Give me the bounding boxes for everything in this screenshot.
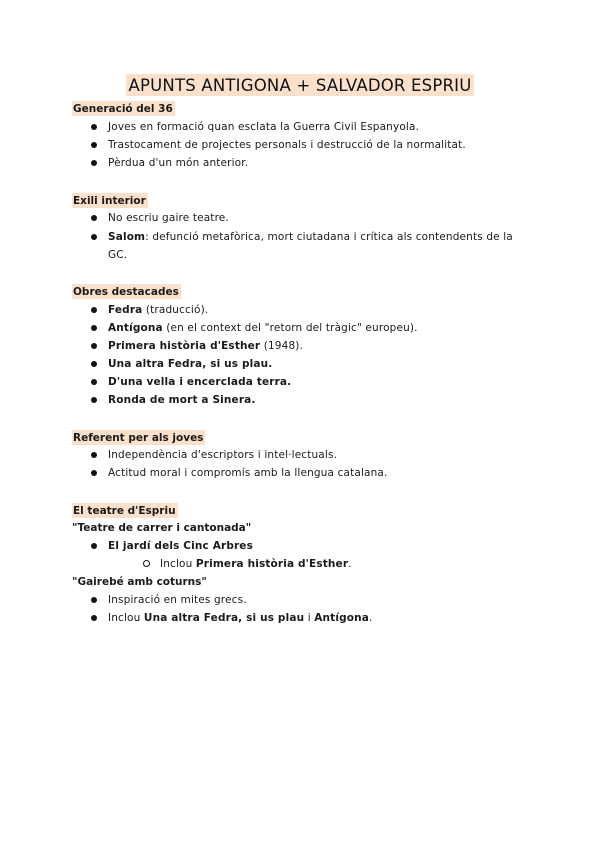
bullet-icon (91, 325, 97, 331)
bullet-icon (91, 124, 97, 130)
subsection-heading: "Gairebé amb coturns" (72, 576, 207, 588)
list-item (108, 355, 528, 373)
list-item (108, 391, 528, 409)
emphasis: Salom (108, 231, 146, 243)
list-item: Inspiració en mites grecs. (108, 594, 247, 606)
document-title: APUNTS ANTIGONA + SALVADOR ESPRIU (126, 74, 475, 96)
title-wrapper (0, 74, 600, 96)
item-text: i (304, 612, 315, 624)
section-heading-exili: Exili interior (73, 195, 146, 207)
item-text: (1948). (260, 340, 304, 352)
bullet-icon (91, 361, 97, 367)
list-item (108, 319, 528, 337)
bullet-icon (91, 160, 97, 166)
list-item: Actitud moral i compromís amb la llengua catalana. (108, 467, 388, 479)
work-title: El jardí dels Cinc Arbres (108, 540, 253, 552)
bullet-icon (91, 379, 97, 385)
sub-list-item (160, 557, 352, 571)
bullet-icon (91, 215, 97, 221)
list-item: Trastocament de projectes personals i destrucció de la normalitat. (108, 139, 466, 151)
list-item: Independència d'escriptors i intel·lectuals. (108, 449, 338, 461)
list-item (108, 537, 528, 555)
item-text: . (368, 612, 373, 624)
bullet-icon (91, 397, 97, 403)
item-text: . (348, 558, 352, 570)
item-text: Inclou (108, 612, 144, 624)
item-text: (traducció). (142, 304, 209, 316)
list-item (108, 337, 528, 355)
item-text: Inclou (160, 558, 196, 570)
bullet-icon (91, 307, 97, 313)
list-item (108, 373, 528, 391)
work-title: Una altra Fedra, si us plau. (108, 358, 273, 370)
bullet-icon (91, 543, 97, 549)
bullet-icon (91, 615, 97, 621)
bullet-icon (91, 343, 97, 349)
section-heading-referent: Referent per als joves (73, 432, 204, 444)
list-item (108, 301, 528, 319)
bullet-icon (91, 452, 97, 458)
section-heading-generacio: Generació del 36 (73, 103, 173, 115)
bullet-icon (91, 597, 97, 603)
list-item: Pèrdua d'un món anterior. (108, 157, 249, 169)
bullet-icon (91, 234, 97, 240)
bullet-icon (91, 470, 97, 476)
work-title: Fedra (108, 304, 143, 316)
work-title: Antígona (108, 322, 163, 334)
work-title: Ronda de mort a Sinera. (108, 394, 256, 406)
list-item (108, 609, 528, 627)
work-title: Primera història d'Esther (195, 558, 349, 570)
work-title: Antígona (314, 612, 369, 624)
list-item: No escriu gaire teatre. (108, 212, 229, 224)
item-text: (en el context del "retorn del tràgic" europeu). (162, 322, 418, 334)
subsection-heading: "Teatre de carrer i cantonada" (72, 522, 252, 534)
list-item (108, 228, 528, 264)
work-title: Una altra Fedra, si us plau (143, 612, 305, 624)
section-heading-teatre: El teatre d'Espriu (73, 505, 176, 517)
section-heading-obres: Obres destacades (73, 286, 179, 298)
list-item: Joves en formació quan esclata la Guerra Civil Espanyola. (108, 121, 420, 133)
work-title: Primera història d'Esther (108, 340, 261, 352)
work-title: D'una vella i encerclada terra. (108, 376, 292, 388)
bullet-icon (91, 142, 97, 148)
hollow-bullet-icon (143, 560, 150, 567)
item-text: : defunció metafòrica, mort ciutadana i crítica als contendents de la GC. (108, 231, 513, 261)
